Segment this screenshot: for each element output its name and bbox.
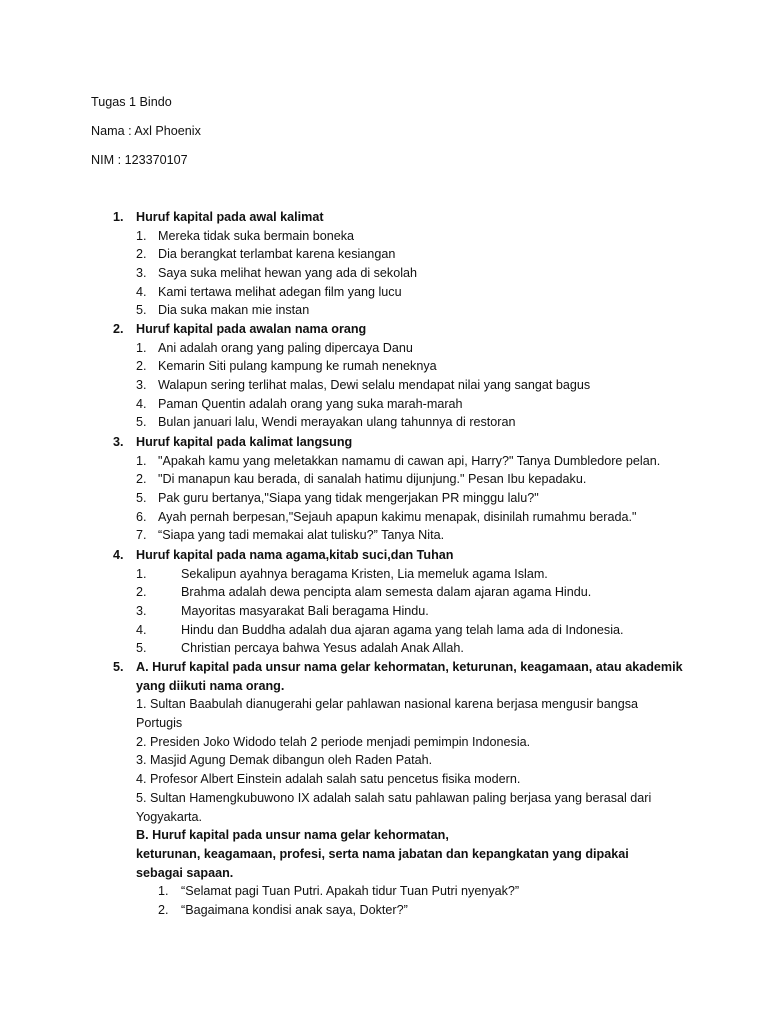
item-number: 5. (136, 641, 147, 656)
paragraph-line: Yogyakarta. (136, 809, 203, 824)
item-number: 1. (136, 566, 147, 581)
list-item: Dia berangkat terlambat karena kesiangan (158, 247, 396, 262)
list-item: Kemarin Siti pulang kampung ke rumah neneknya (158, 359, 437, 374)
list-item: Pak guru bertanya,"Siapa yang tidak mengerjakan PR minggu lalu?" (158, 491, 539, 506)
section-title-b-continued: sebagai sapaan. (136, 865, 234, 880)
item-number: 4. (136, 284, 147, 299)
paragraph-line: 5. Sultan Hamengkubuwono IX adalah salah satu pahlawan paling berjasa yang berasal dari (136, 790, 652, 805)
list-item: Brahma adalah dewa pencipta alam semesta dalam ajaran agama Hindu. (181, 585, 592, 600)
document-title: Tugas 1 Bindo (91, 95, 172, 109)
student-nim: NIM : 123370107 (91, 153, 188, 167)
section-title: Huruf kapital pada nama agama,kitab suci,dan Tuhan (136, 548, 454, 562)
list-item: Ayah pernah berpesan,"Sejauh apapun kakimu menapak, disinilah rumahmu berada." (158, 509, 637, 524)
section-number: 4. (113, 548, 124, 562)
list-item: Kami tertawa melihat adegan film yang lucu (158, 284, 402, 299)
list-item: “Selamat pagi Tuan Putri. Apakah tidur Tuan Putri nyenyak?” (181, 884, 520, 899)
item-number: 1. (136, 228, 147, 243)
item-number: 3. (136, 378, 147, 393)
item-number: 5. (136, 491, 147, 506)
section-number: 3. (113, 435, 124, 449)
list-item: Sekalipun ayahnya beragama Kristen, Lia memeluk agama Islam. (181, 566, 548, 581)
section-number: 2. (113, 322, 124, 336)
item-number: 4. (136, 396, 147, 411)
item-number: 2. (136, 585, 147, 600)
item-number: 7. (136, 528, 147, 543)
section-2 (0, 320, 768, 432)
item-number: 2. (136, 472, 147, 487)
item-number: 5. (136, 303, 147, 318)
paragraph-line: 3. Masjid Agung Demak dibangun oleh Raden Patah. (136, 753, 433, 768)
student-name: Nama : Axl Phoenix (91, 124, 201, 138)
section-title-a: A. Huruf kapital pada unsur nama gelar kehormatan, keturunan, keagamaan, atau akademik (136, 660, 683, 674)
section-title-a-continued: yang diikuti nama orang. (136, 678, 285, 693)
section-4 (0, 546, 768, 658)
paragraph-line: Portugis (136, 716, 183, 731)
section-number: 1. (113, 210, 124, 224)
section-1 (0, 208, 768, 320)
paragraph-line: 2. Presiden Joko Widodo telah 2 periode menjadi pemimpin Indonesia. (136, 734, 531, 749)
list-item: Ani adalah orang yang paling dipercaya Danu (158, 340, 413, 355)
item-number: 2. (158, 902, 169, 917)
list-item: Mayoritas masyarakat Bali beragama Hindu. (181, 604, 429, 619)
section-5 (0, 658, 768, 920)
list-item: “Siapa yang tadi memakai alat tulisku?” Tanya Nita. (158, 528, 445, 543)
section-title: Huruf kapital pada awal kalimat (136, 210, 324, 224)
section-number: 5. (113, 660, 124, 674)
item-number: 3. (136, 266, 147, 281)
section-title: Huruf kapital pada awalan nama orang (136, 322, 367, 336)
list-item: Dia suka makan mie instan (158, 303, 310, 318)
item-number: 2. (136, 359, 147, 374)
list-item: “Bagaimana kondisi anak saya, Dokter?” (181, 902, 408, 917)
section-title-b-continued: keturunan, keagamaan, profesi, serta nama jabatan dan kepangkatan yang dipakai (136, 846, 629, 861)
item-number: 1. (136, 453, 147, 468)
list-item: Paman Quentin adalah orang yang suka marah-marah (158, 396, 463, 411)
list-item: Mereka tidak suka bermain boneka (158, 228, 355, 243)
item-number: 2. (136, 247, 147, 262)
list-item: Walapun sering terlihat malas, Dewi selalu mendapat nilai yang sangat bagus (158, 378, 591, 393)
list-item: Saya suka melihat hewan yang ada di sekolah (158, 266, 418, 281)
section-3 (0, 433, 768, 545)
list-item: Christian percaya bahwa Yesus adalah Anak Allah. (181, 641, 464, 656)
paragraph-line: 4. Profesor Albert Einstein adalah salah satu pencetus fisika modern. (136, 772, 521, 787)
item-number: 3. (136, 604, 147, 619)
list-item: Hindu dan Buddha adalah dua ajaran agama yang telah lama ada di Indonesia. (181, 622, 624, 637)
section-title-b: B. Huruf kapital pada unsur nama gelar kehormatan, (136, 828, 449, 843)
list-item: Bulan januari lalu, Wendi merayakan ulang tahunnya di restoran (158, 415, 516, 430)
paragraph-line: 1. Sultan Baabulah dianugerahi gelar pahlawan nasional karena berjasa mengusir bangsa (136, 697, 639, 712)
list-item: "Apakah kamu yang meletakkan namamu di cawan api, Harry?" Tanya Dumbledore pelan. (158, 453, 661, 468)
item-number: 1. (158, 884, 169, 899)
section-title: Huruf kapital pada kalimat langsung (136, 435, 353, 449)
list-item: "Di manapun kau berada, di sanalah hatimu dijunjung." Pesan Ibu kepadaku. (158, 472, 587, 487)
item-number: 1. (136, 340, 147, 355)
item-number: 4. (136, 622, 147, 637)
item-number: 6. (136, 509, 147, 524)
item-number: 5. (136, 415, 147, 430)
